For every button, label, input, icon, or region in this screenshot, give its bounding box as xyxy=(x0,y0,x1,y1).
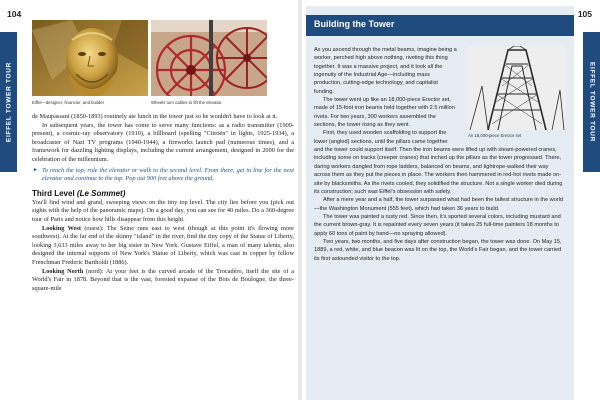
side-tab-label: EIFFEL TOWER TOUR xyxy=(588,61,595,143)
tower-construction-photo xyxy=(468,46,566,130)
arrow-icon: ► xyxy=(33,167,38,173)
directions-tip xyxy=(32,167,294,184)
paragraph xyxy=(32,268,294,294)
sidebar-text xyxy=(314,46,566,263)
side-tab-label: EIFFEL TOWER TOUR xyxy=(5,61,12,143)
side-tab xyxy=(583,32,600,172)
paragraph xyxy=(32,225,294,268)
side-tab xyxy=(0,32,17,172)
sidebar-figure xyxy=(462,46,566,142)
paragraph: You'll find wind and grand, sweeping views on the tiny top level. The city lies before you (pick out sights with the help of the panoramic maps). On a good day, you can see for 40 miles. Do a 360-degree tour of Paris and notice how hills disappear from this height. xyxy=(32,198,294,223)
paragraph: The tower went up like an 18,000-piece Erector set, made of 15-foot iron beams held together with 2.5 million rivets. For two years, 300 workers assembled the sections, the tower rising as they went. xyxy=(314,97,455,129)
direction-label: Looking North xyxy=(42,267,84,275)
eiffel-bust-photo xyxy=(32,20,148,96)
page-number: 105 xyxy=(577,9,592,19)
section-heading-italic: (Le Sommet) xyxy=(76,188,126,198)
direction-text: (ouest): The Seine runs east to west (though at this point it's flowing more southwest). At the far end of the skinny "island" in the river, find the tiny copy of the Statue of Liberty, looking 3,633 miles away to her big sister in New York. Gustave Eiffel, a man of many talents, also designed the internal supports of New York's Statue of Liberty, which was cast in copper by fellow Frenchman Frederic Bartholdi (1886). xyxy=(32,224,294,266)
paragraph: de Maupassant (1850-1893) routinely ate lunch in the tower just so he wouldn't have to look at it. xyxy=(32,113,278,120)
sidebar-box xyxy=(306,6,574,400)
photo-caption: Eiffel—designer, financier, and builder xyxy=(32,100,105,105)
body-text xyxy=(32,113,294,293)
elevator-wheels-photo xyxy=(151,20,267,96)
right-page xyxy=(302,0,600,400)
page-number: 104 xyxy=(7,9,22,19)
sidebar-header xyxy=(306,15,574,36)
sidebar-title: Building the Tower xyxy=(314,19,395,29)
left-page xyxy=(0,0,298,400)
section-heading xyxy=(32,188,294,199)
photo-caption: Wheels turn cables to lift the elevator. xyxy=(151,100,223,105)
figure-caption: An 18,000-piece Erector set xyxy=(468,133,522,138)
paragraph: In subsequent years, the tower has come to serve many functions: as a radio transmitter (1909-present), a cosmic-ray observatory (1910), a billboard (spelling "Citroën" in lights, 1925-1934), a broadcaster of Nazi TV programs (1940-1944), a fireworks launch pad (numerous times), and a framework for dazzling lighting displays, including the current arrangement, designed in 2000 for the celebration of the millennium. xyxy=(32,121,294,163)
section-heading-text: Third Level xyxy=(32,188,75,198)
paragraph: Two years, two months, and five days after construction began, the tower was done. On May 15, 1889, a red, white, and blue beacon was lit on the top, the World's Fair began, and the tower carried its first astounded visitor to the top. xyxy=(314,238,562,262)
tip-text: To reach the top, ride the elevator or walk to the second level. From there, get in line for the next elevator and continue to the top. Pop out 900 feet above the ground. xyxy=(42,166,294,183)
paragraph: As you ascend through the metal beams, imagine being a worker, perched high above nothing, riveting this thing together. It was a massive project, and it took all the ingenuity of the Industrial Age—including mass production, cutting-edge technology, and capitalist funding. xyxy=(314,47,457,95)
paragraph: After a mere year and a half, the tower surpassed what had been the tallest structure in the world—the Washington Monument (555 feet), which had taken 36 years to build. xyxy=(314,197,564,212)
paragraph: The tower was painted a rusty red. Since then, it's sported several colors, including mustard and the current brown-gray. It is repainted every seven years (it takes 25 full-time painters 18 months to apply 60 tons of paint by hand—no spraying allowed). xyxy=(314,213,561,237)
direction-text: (nord): At your feet is the curved arcade of the Trocadéro, itself the site of a World's Fair in 1878. Beyond that is the vast, forested expanse of the Bois de Boulogne, the three-square-mile xyxy=(32,267,294,292)
direction-label: Looking West xyxy=(42,224,81,232)
paragraph: First, they used wooden scaffolding to support the lower (angled) sections, until the pillars came together and the tower could support itself. Then the iron beams were lifted up with steam-powered cranes, including some on tracks (creeper cranes) that inched up the pillars as the tower progressed. There, daring workers dangled from rope ladders, balanced on beams, and tightrope-walked their way across them as they put the pieces in place. The workers then hammered in red-hot rivets made on-site by blacksmiths. As the rivets cooled, they solidified the structure. Not a single worker died during its construction; such was Eiffel's obsession with safety. xyxy=(314,130,563,195)
